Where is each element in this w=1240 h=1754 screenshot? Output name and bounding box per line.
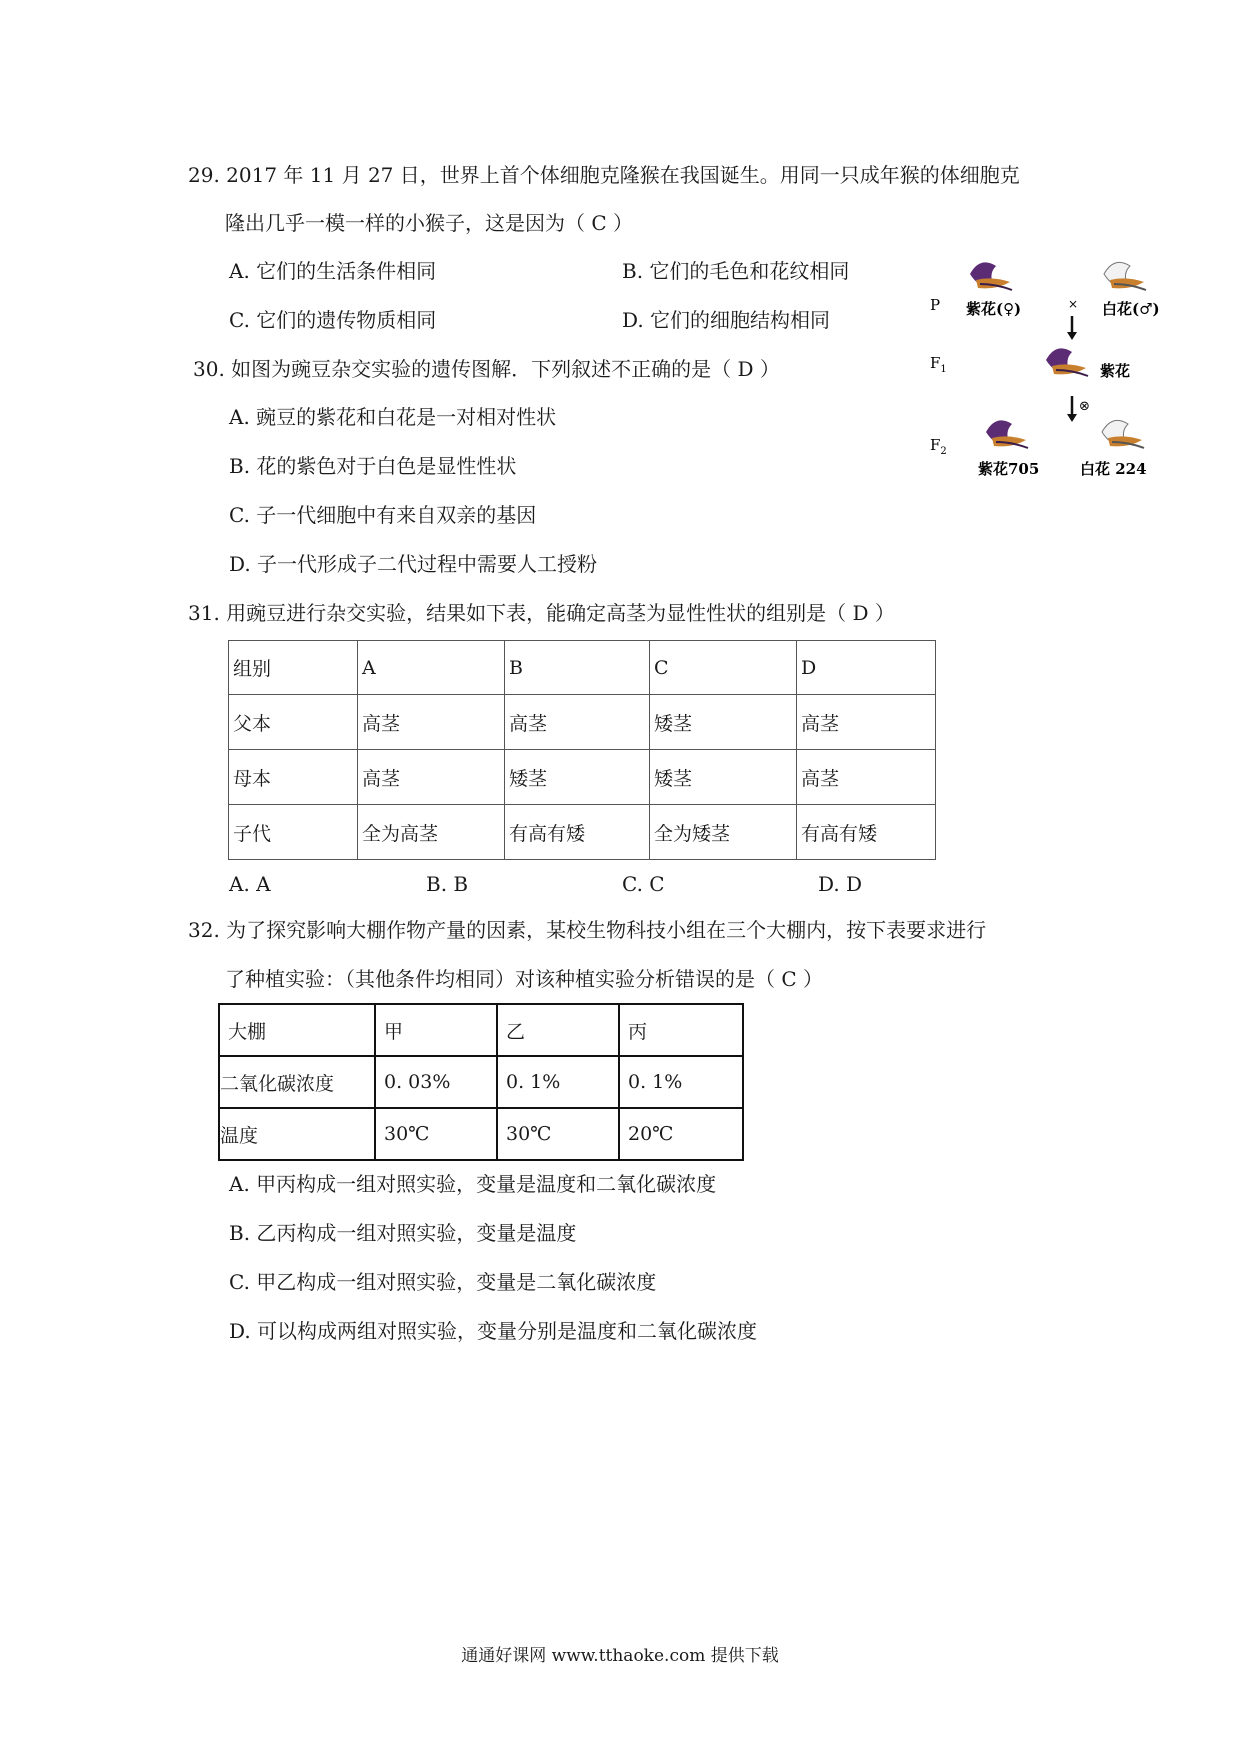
- pea-cross-diagram: [930, 258, 1210, 488]
- generation-f1-label: $F_1$: [930, 354, 947, 375]
- table-cell: B: [505, 641, 650, 695]
- table-cell: 有高有矮: [797, 805, 936, 860]
- f1-purple-flower-icon: [1046, 348, 1088, 376]
- q31-stem: 31. 用豌豆进行杂交实验，结果如下表，能确定高茎为显性性状的组别是（ D ）: [188, 601, 895, 625]
- q32-option-c: C. 甲乙构成一组对照实验，变量是二氧化碳浓度: [229, 1270, 657, 1294]
- p-white-flower-icon: [1104, 262, 1146, 290]
- table-row: [219, 1004, 743, 1056]
- f2-purple-flower-icon: [986, 420, 1028, 448]
- f2-purple-label: 紫花705: [978, 460, 1040, 478]
- table-row: [229, 641, 936, 695]
- q29-option-b: B. 它们的毛色和花纹相同: [622, 259, 850, 283]
- generation-p-label: P: [930, 296, 941, 314]
- q30-option-d: D. 子一代形成子二代过程中需要人工授粉: [229, 552, 598, 576]
- table-cell: 20℃: [619, 1108, 743, 1160]
- table-row: [229, 805, 936, 860]
- table-cell: 矮茎: [650, 695, 797, 750]
- table-cell: 高茎: [797, 750, 936, 805]
- table-row: [229, 695, 936, 750]
- f1-purple-label: 紫花: [1100, 362, 1131, 380]
- table-row: [229, 750, 936, 805]
- selfing-symbol: ⊗: [1079, 399, 1090, 414]
- q31-option-b: B. B: [426, 872, 469, 896]
- q31-table: [228, 640, 936, 860]
- generation-f2-label: $F_2$: [930, 436, 947, 457]
- arrow-f1-to-f2-icon: [1067, 396, 1077, 422]
- table-cell: 甲: [375, 1004, 497, 1056]
- table-cell: 子代: [229, 805, 358, 860]
- q30-option-c: C. 子一代细胞中有来自双亲的基因: [229, 503, 537, 527]
- q32-option-d: D. 可以构成两组对照实验，变量分别是温度和二氧化碳浓度: [229, 1319, 758, 1343]
- table-cell: 温度: [219, 1108, 375, 1160]
- q29-option-d: D. 它们的细胞结构相同: [622, 308, 831, 332]
- q29-stem-line2: 隆出几乎一模一样的小猴子，这是因为（ C ）: [225, 211, 634, 235]
- table-cell: 30℃: [497, 1108, 619, 1160]
- q32-table: [218, 1003, 744, 1161]
- table-cell: 二氧化碳浓度: [219, 1056, 375, 1108]
- arrow-p-to-f1-icon: [1067, 316, 1077, 340]
- table-cell: 30℃: [375, 1108, 497, 1160]
- table-row: [219, 1108, 743, 1160]
- table-cell: C: [650, 641, 797, 695]
- q31-option-c: C. C: [622, 872, 665, 896]
- f2-white-flower-icon: [1102, 420, 1144, 448]
- table-cell: 高茎: [358, 750, 505, 805]
- page-footer: 通通好课网 www.tthaoke.com 提供下载: [461, 1646, 779, 1666]
- q32-option-a: A. 甲丙构成一组对照实验，变量是温度和二氧化碳浓度: [229, 1172, 717, 1196]
- q30-option-b: B. 花的紫色对于白色是显性性状: [229, 454, 517, 478]
- table-cell: 大棚: [219, 1004, 375, 1056]
- table-cell: 组别: [229, 641, 358, 695]
- table-cell: 矮茎: [650, 750, 797, 805]
- p-white-label: 白花(♂): [1102, 300, 1160, 318]
- table-cell: 0. 1%: [497, 1056, 619, 1108]
- f2-white-label: 白花 224: [1080, 460, 1147, 478]
- table-cell: A: [358, 641, 505, 695]
- q30-stem: 30. 如图为豌豆杂交实验的遗传图解．下列叙述不正确的是（ D ）: [193, 357, 780, 381]
- q31-option-a: A. A: [229, 872, 271, 896]
- table-cell: 丙: [619, 1004, 743, 1056]
- q29-option-c: C. 它们的遗传物质相同: [229, 308, 437, 332]
- q29-option-a: A. 它们的生活条件相同: [229, 259, 437, 283]
- q32-option-b: B. 乙丙构成一组对照实验，变量是温度: [229, 1221, 577, 1245]
- cross-symbol: ×: [1068, 297, 1079, 311]
- q32-stem-line1: 32. 为了探究影响大棚作物产量的因素，某校生物科技小组在三个大棚内，按下表要求进行: [188, 918, 987, 942]
- table-cell: 高茎: [358, 695, 505, 750]
- table-cell: 乙: [497, 1004, 619, 1056]
- q31-option-d: D. D: [818, 872, 863, 896]
- q29-stem-line1: 29. 2017 年 11 月 27 日，世界上首个体细胞克隆猴在我国诞生。用同一只成年猴的体细胞克: [188, 163, 1020, 187]
- table-cell: 母本: [229, 750, 358, 805]
- p-purple-label: 紫花(♀): [966, 300, 1022, 318]
- table-cell: 高茎: [797, 695, 936, 750]
- table-cell: 高茎: [505, 695, 650, 750]
- table-cell: D: [797, 641, 936, 695]
- table-cell: 全为高茎: [358, 805, 505, 860]
- table-cell: 0. 1%: [619, 1056, 743, 1108]
- table-cell: 父本: [229, 695, 358, 750]
- q32-stem-line2: 了种植实验：（其他条件均相同）对该种植实验分析错误的是（ C ）: [225, 967, 824, 991]
- table-cell: 有高有矮: [505, 805, 650, 860]
- table-cell: 全为矮茎: [650, 805, 797, 860]
- table-row: [219, 1056, 743, 1108]
- q30-option-a: A. 豌豆的紫花和白花是一对相对性状: [229, 405, 557, 429]
- table-cell: 0. 03%: [375, 1056, 497, 1108]
- p-purple-flower-icon: [970, 262, 1012, 290]
- table-cell: 矮茎: [505, 750, 650, 805]
